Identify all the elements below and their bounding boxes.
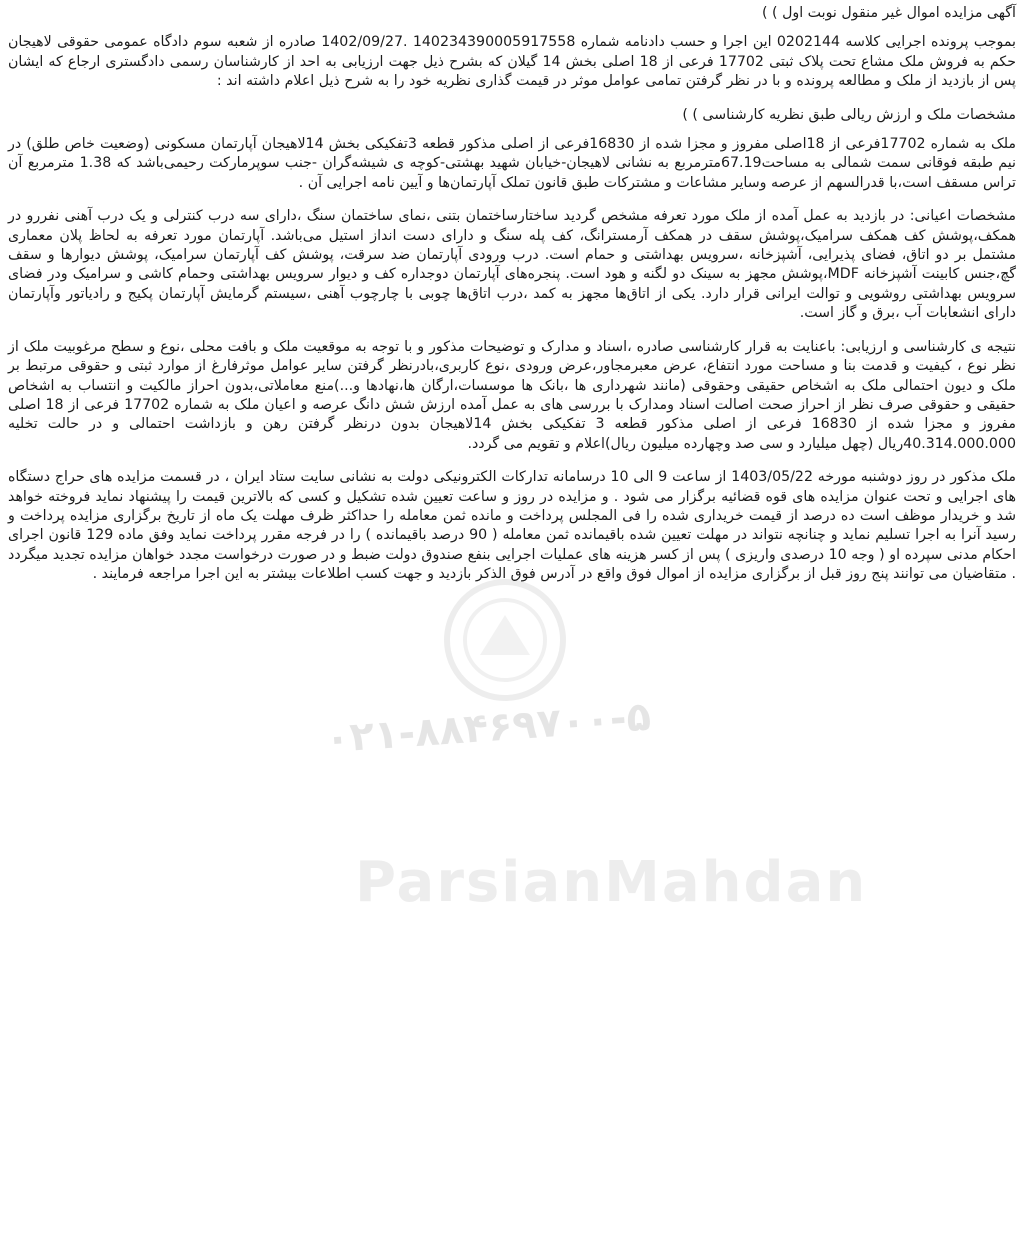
property-description: ملک به شماره 17702فرعی از 18اصلی مفروز و مجزا شده از 16830فرعی از اصلی مذکور قطعه 3تفکیکی بخش 14لاهیجان آپارتمان مسکونی (وضعیت خاص طلق) در نیم طبقه فوقانی سمت شمالی به مساحت67.19مترمربع به نشانی لاهیجان-خیابان شهید بهشتی-کوچه ی شیشه‌گران -جنب سوپرمارکت رحیمی‌باشد که 1.38 مترمربع آن تراس مسقف است،با قدرالسهم از عرصه وسایر مشاعات و مشترکات طبق قانون تملک آپارتمان‌ها و آیین نامه اجرایی آن . [8, 136, 1016, 191]
notice-body [8, 4, 1016, 599]
watermark-name: ParsianMahdan [355, 850, 868, 915]
building-specs: مشخصات اعیانی: در بازدید به عمل آمده از ملک مورد تعرفه مشخص گردید ساختارساختمان بتنی ،نمای ساختمان سنگ ،دارای سه درب کنترلی و یک درب آهنی نفررو در همکف،پوشش کف همکف سرامیک،پوشش سقف در همکف آرمسترانگ، کف پله سنگ و دارای دست انداز استیل می‌باشد. آپارتمان مورد تعرفه به لحاظ پلان معماری مشتمل بر دو اتاق، فضای پذیرایی، آشپزخانه ،سرویس بهداشتی و حمام است. درب ورودی آپارتمان ضد سرقت، پوشش کف آپارتمان سرامیک، پوشش دیوارها و سقف گچ،جنس کابینت آشپزخانه MDF،پوشش مجهز به سینک دو لگنه و هود است. پنجره‌های آپارتمان دوجداره کف و دیوار سرویس بهداشتی وحمام کاشی و سرامیک ودر فضای سرویس بهداشتی روشویی و توالت ایرانی قرار دارد. یکی از اتاق‌ها مجهز به کمد ،درب اتاق‌ها چوبی با چارچوب آهنی ،سیستم گرمایش آپارتمان پکیج و رادیاتور وآپارتمان دارای انشعابات آب ،برق و گاز است. [8, 208, 1016, 322]
assessment-result: نتیجه ی کارشناسی و ارزیابی: باعنایت به قرار کارشناسی صادره ،اسناد و مدارک و توضیحات مذکور و با توجه به موقعیت ملک و بافت محلی ،نوع و سطح مرغوبیت ملک از نظر نوع ، کیفیت و قدمت بنا و مساحت مورد انتفاع، عرض معبرمجاور،عرض ورودی ،نوع کاربری،بادرنظر گرفتن سایر عوامل موثرفارغ از موارد ثبتی و حقوقی مرتبط بر ملک و دیون احتمالی ملک به اشخاص حقیقی وحقوقی (مانند شهرداری ها ،بانک ها موسسات،ارگان ها،نهادها و...)منع معاملاتی،بدون احراز مالکیت و انتساب به اشخاص حقیقی و حقوقی صرف نظر از احراز صحت اصالت اسناد ومدارک با بررسی های به عمل آمده ارزش شش دانگ عرصه و اعیان ملک به شماره 17702 فرعی از 18 اصلی مفروز و مجزا شده از 16830 فرعی از اصلی مذکور قطعه 3 تفکیکی بخش 14لاهیجان بدون درنظر گرفتن رهن و بازداشت احتمالی و در حالت تخلیه 40.314.000.000ریال (چهل میلیارد و سی صد وچهارده میلیون ریال)اعلام و تقویم می گردد. [8, 338, 1017, 452]
auction-terms: ملک مذکور در روز دوشنبه مورخه 1403/05/22 از ساعت 9 الی 10 درسامانه تدارکات الکترونیکی دولت به نشانی سایت ستاد ایران ، در قسمت مزایده های حراج دستگاه های اجرایی و تحت عنوان مزایده های قوه قضائیه برگزار می شود . و مزایده در روز و ساعت تعیین شده تشکیل و کسی که بالاترین قیمت را پیشنهاد نماید فروخته خواهد شد و خریدار موظف است ده درصد از قیمت خریداری شده را فی المجلس پرداخت و مانده ثمن معامله را حداکثر ظرف مهلت یک ماه از تاریخ برگزاری مزایده پرداخت و رسید آنرا به اجرا تسلیم نماید و چنانچه نتواند در مهلت تعیین شده باقیمانده ثمن معامله ( 90 درصد باقیمانده ) را در فرجه مقرر پرداخت نماید وفق ماده 129 قانون اجرای احکام مدنی سپرده او ( وجه 10 درصدی واریزی ) پس از کسر هزینه های عملیات اجرایی بنفع صندوق دولت ضبط و در صورت درخواست مجدد خواهان مزایده تجدید میگردد . متقاضیان می توانند پنج روز قبل از برگزاری مزایده از اموال فوق واقع در آدرس فوق الذکر بازدید و جهت کسب اطلاعات بیشتر به این اجرا مراجعه فرمایند . [8, 469, 1017, 583]
section-heading: مشخصات ملک و ارزش ریالی طبق نظریه کارشناسی ) ) [682, 106, 1016, 123]
watermark-phone: ۰۲۱-۸۸۴۶۹۷۰۰-۵ [323, 693, 653, 763]
notice-intro: بموجب پرونده اجرایی کلاسه 0202144 این اجرا و حسب دادنامه شماره 140234390005917558 .1402/09/27 صادره از شعبه سوم دادگاه عمومی حقوقی لاهیجان حکم به فروش ملک مشاع تحت پلاک ثبتی 17702 فرعی از 18 اصلی بخش 14 گیلان که بشرح ذیل جهت ارزیابی به احد از کارشناسان رسمی دادگستری ارجاع که ایشان پس از بازدید از ملک و مطالعه پرونده و با در نظر گرفتن تمامی عوامل موثر در قیمت گذاری نظریه خود را به شرح ذیل اعلام داشته اند : [8, 34, 1016, 90]
notice-title: آگهی مزایده اموال غیر منقول نوبت اول ) ) [761, 5, 1016, 21]
